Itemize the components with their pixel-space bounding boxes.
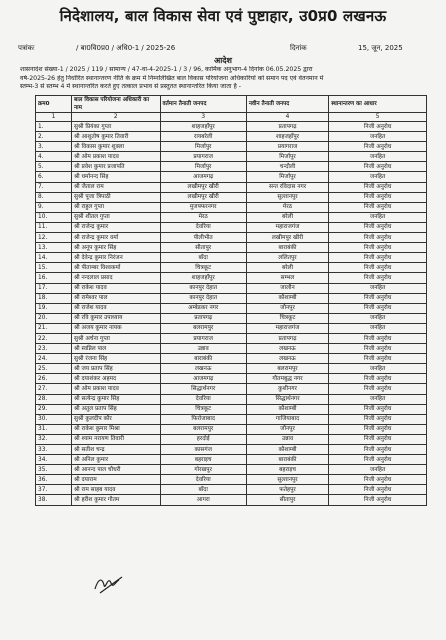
cell-officer-name: श्री राम साहब यादव bbox=[72, 485, 161, 495]
cell-officer-name: श्री विकास कुमार शुक्ला bbox=[72, 142, 161, 152]
cell-transfer-basis: निजी अनुरोध bbox=[329, 354, 427, 364]
cell-current-posting: मेरठ bbox=[160, 212, 246, 222]
cell-transfer-basis: निजी अनुरोध bbox=[329, 374, 427, 384]
cell-transfer-basis: निजी अनुरोध bbox=[329, 243, 427, 253]
cell-transfer-basis: निजी अनुरोध bbox=[329, 404, 427, 414]
cell-new-posting: ललितपुर bbox=[246, 253, 328, 263]
cell-serial: 17. bbox=[36, 283, 72, 293]
cell-serial: 31. bbox=[36, 424, 72, 434]
table-body bbox=[36, 122, 427, 506]
cell-transfer-basis: निजी अनुरोध bbox=[329, 445, 427, 455]
cell-serial: 33. bbox=[36, 445, 72, 455]
cell-current-posting: गोरखपुर bbox=[160, 465, 246, 475]
cell-transfer-basis: निजी अनुरोध bbox=[329, 384, 427, 394]
cell-serial: 2. bbox=[36, 132, 72, 142]
cell-new-posting: बरेली bbox=[246, 263, 328, 273]
table-row bbox=[36, 202, 427, 212]
cell-serial: 21. bbox=[36, 323, 72, 333]
cell-current-posting: मिर्जापुर bbox=[160, 142, 246, 152]
cell-serial: 19. bbox=[36, 303, 72, 313]
cell-transfer-basis: जनहित bbox=[329, 364, 427, 374]
cell-current-posting: देवरिया bbox=[160, 394, 246, 404]
cell-serial: 25. bbox=[36, 364, 72, 374]
cell-current-posting: बलरामपुर bbox=[160, 323, 246, 333]
cell-transfer-basis: निजी अनुरोध bbox=[329, 222, 427, 232]
column-number-row bbox=[36, 113, 427, 122]
table-row bbox=[36, 414, 427, 424]
table-row bbox=[36, 374, 427, 384]
cell-current-posting: चित्रकूट bbox=[160, 404, 246, 414]
cell-serial: 10. bbox=[36, 212, 72, 222]
column-number: 3 bbox=[160, 113, 246, 122]
cell-new-posting: मिर्जापुर bbox=[246, 152, 328, 162]
cell-serial: 6. bbox=[36, 172, 72, 182]
cell-transfer-basis: निजी अनुरोध bbox=[329, 475, 427, 485]
cell-transfer-basis: निजी अनुरोध bbox=[329, 293, 427, 303]
table-row bbox=[36, 344, 427, 354]
cell-serial: 9. bbox=[36, 202, 72, 212]
cell-transfer-basis: निजी अनुरोध bbox=[329, 122, 427, 132]
cell-new-posting: सीतापुर bbox=[246, 495, 328, 505]
cell-current-posting: प्रयागराज bbox=[160, 152, 246, 162]
intro-line: वर्ष-2025-26 हेतु निर्धारित स्थानान्तरण नीति के क्रम में निम्नलिखित बाल विकास परियोजना अधिकारियों को समान पद एवं वेतनमान में bbox=[20, 74, 324, 82]
cell-new-posting: मेरठ bbox=[246, 202, 328, 212]
cell-new-posting: कौशाम्बी bbox=[246, 404, 328, 414]
header-new-posting: नवीन तैनाती जनपद bbox=[246, 96, 328, 113]
cell-serial: 22. bbox=[36, 333, 72, 343]
cell-current-posting: बहराइच bbox=[160, 455, 246, 465]
cell-transfer-basis: जनहित bbox=[329, 152, 427, 162]
cell-officer-name: श्री दयाराम bbox=[72, 475, 161, 485]
cell-transfer-basis: जनहित bbox=[329, 212, 427, 222]
cell-new-posting: बाराबंकी bbox=[246, 455, 328, 465]
cell-officer-name: श्री नन्दलाल प्रसाद bbox=[72, 273, 161, 283]
table-row bbox=[36, 495, 427, 505]
cell-transfer-basis: निजी अनुरोध bbox=[329, 192, 427, 202]
cell-current-posting: बाँदा bbox=[160, 253, 246, 263]
header-current-posting: वर्तमान तैनाती जनपद bbox=[160, 96, 246, 113]
table-row bbox=[36, 142, 427, 152]
transfer-table bbox=[35, 95, 427, 506]
table-header-row bbox=[36, 96, 427, 113]
cell-transfer-basis: निजी अनुरोध bbox=[329, 344, 427, 354]
cell-current-posting: लखीमपुर खीरी bbox=[160, 192, 246, 202]
cell-serial: 4. bbox=[36, 152, 72, 162]
table-row bbox=[36, 323, 427, 333]
cell-new-posting: प्रयागराज bbox=[246, 142, 328, 152]
cell-officer-name: श्री जैताल राम bbox=[72, 182, 161, 192]
cell-new-posting: जौनपुर bbox=[246, 303, 328, 313]
cell-officer-name: श्री जय प्रताप सिंह bbox=[72, 364, 161, 374]
cell-officer-name: श्री पीताम्बर विश्वकर्मा bbox=[72, 263, 161, 273]
cell-current-posting: कासगंज bbox=[160, 445, 246, 455]
cell-serial: 35. bbox=[36, 465, 72, 475]
cell-serial: 1. bbox=[36, 122, 72, 132]
table-row bbox=[36, 434, 427, 444]
cell-serial: 15. bbox=[36, 263, 72, 273]
cell-new-posting: जौनपुर bbox=[246, 424, 328, 434]
cell-officer-name: श्री अजय कुमार नायक bbox=[72, 323, 161, 333]
cell-current-posting: मुजफ्फरनगर bbox=[160, 202, 246, 212]
cell-transfer-basis: निजी अनुरोध bbox=[329, 162, 427, 172]
table-row bbox=[36, 404, 427, 414]
cell-current-posting: लखनऊ bbox=[160, 364, 246, 374]
cell-transfer-basis: निजी अनुरोध bbox=[329, 202, 427, 212]
column-number: 5 bbox=[329, 113, 427, 122]
cell-transfer-basis: निजी अनुरोध bbox=[329, 485, 427, 495]
cell-new-posting: गौतमबुद्ध नगर bbox=[246, 374, 328, 384]
cell-transfer-basis: जनहित bbox=[329, 465, 427, 475]
cell-current-posting: चित्रकूट bbox=[160, 263, 246, 273]
intro-line: स्तम्भ-3 से स्तम्भ 4 में स्थानान्तरित करते हुए तत्काल प्रभाव से प्रस्तुतत स्थानान्तरित किया जाता है - bbox=[20, 83, 241, 91]
patrank-label: पत्रांकः bbox=[18, 44, 35, 52]
cell-current-posting: उन्नाव bbox=[160, 344, 246, 354]
cell-transfer-basis: निजी अनुरोध bbox=[329, 273, 427, 283]
cell-officer-name: श्री देवेन्द्र कुमार निरंजन bbox=[72, 253, 161, 263]
cell-officer-name: श्री अतुल प्रताप सिंह bbox=[72, 404, 161, 414]
cell-transfer-basis: जनहित bbox=[329, 313, 427, 323]
column-number: 4 bbox=[246, 113, 328, 122]
cell-new-posting: बरेली bbox=[246, 212, 328, 222]
cell-serial: 26. bbox=[36, 374, 72, 384]
table-row bbox=[36, 394, 427, 404]
cell-new-posting: कुशीनगर bbox=[246, 384, 328, 394]
table-row bbox=[36, 424, 427, 434]
table-row bbox=[36, 152, 427, 162]
cell-serial: 11. bbox=[36, 222, 72, 232]
cell-officer-name: सुश्री रंजना सिंह bbox=[72, 354, 161, 364]
cell-new-posting: मिर्जापुर bbox=[246, 172, 328, 182]
cell-new-posting: बहराइच bbox=[246, 465, 328, 475]
cell-transfer-basis: निजी अनुरोध bbox=[329, 414, 427, 424]
cell-officer-name: श्री आनन्द पाल चौधरी bbox=[72, 465, 161, 475]
cell-serial: 18. bbox=[36, 293, 72, 303]
cell-serial: 3. bbox=[36, 142, 72, 152]
cell-officer-name: सुश्री प्रियंका गुप्ता bbox=[72, 122, 161, 132]
cell-officer-name: श्री हरीश कुमार गौतम bbox=[72, 495, 161, 505]
cell-current-posting: शाहजहाँपुर bbox=[160, 273, 246, 283]
table-row bbox=[36, 273, 427, 283]
cell-current-posting: लखीमपुर खीरी bbox=[160, 182, 246, 192]
cell-current-posting: देवरिया bbox=[160, 475, 246, 485]
cell-current-posting: देवरिया bbox=[160, 222, 246, 232]
cell-new-posting: चित्रकूट bbox=[246, 313, 328, 323]
cell-serial: 38. bbox=[36, 495, 72, 505]
cell-serial: 7. bbox=[36, 182, 72, 192]
cell-transfer-basis: जनहित bbox=[329, 132, 427, 142]
cell-new-posting: सन्त रविदास नगर bbox=[246, 182, 328, 192]
cell-serial: 28. bbox=[36, 394, 72, 404]
cell-officer-name: श्री राजेन्द्र कुमार bbox=[72, 222, 161, 232]
cell-serial: 23. bbox=[36, 344, 72, 354]
header-officer-name: बाल विकास परियोजना अधिकारी का नाम bbox=[72, 96, 161, 113]
table-row bbox=[36, 212, 427, 222]
cell-new-posting: सम्भल bbox=[246, 273, 328, 283]
cell-officer-name: श्री ओम प्रकाश यादव bbox=[72, 384, 161, 394]
cell-transfer-basis: जनहित bbox=[329, 394, 427, 404]
cell-new-posting: लखनऊ bbox=[246, 354, 328, 364]
cell-officer-name: श्री सतीश चन्द्र bbox=[72, 445, 161, 455]
cell-serial: 16. bbox=[36, 273, 72, 283]
cell-current-posting: प्रतापगढ़ bbox=[160, 313, 246, 323]
dinank-label: दिनांक bbox=[290, 44, 307, 52]
table-row bbox=[36, 364, 427, 374]
column-number: 2 bbox=[72, 113, 161, 122]
cell-current-posting: आजमगढ़ bbox=[160, 172, 246, 182]
table-row bbox=[36, 243, 427, 253]
intro-line: शासनादेश संख्या-1 / 2025 / 119 / सामान्य / 47-वा-4-2025-1 / 3 / 96, कार्मिक अनुभाग-4 दिनांक 06.05.2025 द्वारा bbox=[20, 66, 313, 73]
cell-new-posting: प्रतापगढ़ bbox=[246, 122, 328, 132]
cell-officer-name: श्री धर्मानन्द सिंह bbox=[72, 172, 161, 182]
dinank-value: 15, जून, 2025 bbox=[358, 44, 403, 52]
cell-officer-name: सुश्री अर्चना गुप्ता bbox=[72, 333, 161, 343]
cell-serial: 27. bbox=[36, 384, 72, 394]
table-row bbox=[36, 445, 427, 455]
cell-transfer-basis: निजी अनुरोध bbox=[329, 424, 427, 434]
page-title: निदेशालय, बाल विकास सेवा एवं पुष्टाहार, उ0प्र0 लखनऊ bbox=[59, 7, 387, 25]
table-row bbox=[36, 172, 427, 182]
cell-transfer-basis: निजी अनुरोध bbox=[329, 495, 427, 505]
table-row bbox=[36, 455, 427, 465]
cell-transfer-basis: जनहित bbox=[329, 283, 427, 293]
cell-officer-name: श्री अनूप कुमार सिंह bbox=[72, 243, 161, 253]
cell-transfer-basis: जनहित bbox=[329, 323, 427, 333]
table-row bbox=[36, 465, 427, 475]
cell-transfer-basis: निजी अनुरोध bbox=[329, 182, 427, 192]
cell-new-posting: गाजियाबाद bbox=[246, 414, 328, 424]
cell-officer-name: सुश्री पूजा त्रिपाठी bbox=[72, 192, 161, 202]
cell-current-posting: सीतापुर bbox=[160, 243, 246, 253]
table-row bbox=[36, 475, 427, 485]
cell-serial: 30. bbox=[36, 414, 72, 424]
signature bbox=[92, 571, 126, 597]
cell-officer-name: श्री राजेश यादव bbox=[72, 303, 161, 313]
cell-serial: 34. bbox=[36, 455, 72, 465]
header-serial: क्रम0 bbox=[36, 96, 72, 113]
cell-current-posting: बाराबंकी bbox=[160, 354, 246, 364]
cell-new-posting: कौशाम्बी bbox=[246, 445, 328, 455]
cell-new-posting: बाराबंकी bbox=[246, 243, 328, 253]
cell-officer-name: श्री स्वप्निल पाल bbox=[72, 344, 161, 354]
cell-transfer-basis: जनहित bbox=[329, 172, 427, 182]
cell-serial: 5. bbox=[36, 162, 72, 172]
cell-officer-name: श्री ओम प्रकाश यादव bbox=[72, 152, 161, 162]
cell-officer-name: सुश्री शीतल गुप्ता bbox=[72, 212, 161, 222]
order-heading: आदेश bbox=[214, 56, 232, 65]
cell-transfer-basis: निजी अनुरोध bbox=[329, 233, 427, 243]
cell-new-posting: महाराजगंज bbox=[246, 323, 328, 333]
cell-current-posting: कानपुर देहात bbox=[160, 293, 246, 303]
cell-officer-name: श्री राकेश कुमार मिश्रा bbox=[72, 424, 161, 434]
cell-transfer-basis: निजी अनुरोध bbox=[329, 434, 427, 444]
table-row bbox=[36, 192, 427, 202]
header-transfer-basis: स्थानान्तरण का आधार bbox=[329, 96, 427, 113]
cell-new-posting: महाराजगंज bbox=[246, 222, 328, 232]
cell-new-posting: उन्नाव bbox=[246, 434, 328, 444]
table-row bbox=[36, 333, 427, 343]
table-row bbox=[36, 485, 427, 495]
cell-transfer-basis: निजी अनुरोध bbox=[329, 455, 427, 465]
column-number: 1 bbox=[36, 113, 72, 122]
cell-new-posting: लखनऊ bbox=[246, 344, 328, 354]
cell-new-posting: कौशाम्बी bbox=[246, 293, 328, 303]
cell-new-posting: सुल्तानपुर bbox=[246, 192, 328, 202]
cell-officer-name: श्री सत्येन्द्र कुमार सिंह bbox=[72, 394, 161, 404]
cell-officer-name: श्री अनिल कुमार bbox=[72, 455, 161, 465]
cell-serial: 24. bbox=[36, 354, 72, 364]
cell-new-posting: फतेहपुर bbox=[246, 485, 328, 495]
cell-current-posting: पीलीभीत bbox=[160, 233, 246, 243]
cell-officer-name: श्री दयाशंकर अहमद bbox=[72, 374, 161, 384]
patrank-value: / बा0वि0प्र0 / अधि0-1 / 2025-26 bbox=[76, 44, 176, 52]
cell-current-posting: फिरोजाबाद bbox=[160, 414, 246, 424]
table-row bbox=[36, 222, 427, 232]
cell-officer-name: श्री राहुल गुप्ता bbox=[72, 202, 161, 212]
cell-officer-name: श्री राकेश यादव bbox=[72, 283, 161, 293]
cell-transfer-basis: निजी अनुरोध bbox=[329, 303, 427, 313]
table-row bbox=[36, 263, 427, 273]
cell-new-posting: सिद्धार्थनगर bbox=[246, 394, 328, 404]
cell-current-posting: शाहजहाँपुर bbox=[160, 122, 246, 132]
cell-current-posting: बाँदा bbox=[160, 485, 246, 495]
cell-officer-name: सुश्री कुलदीप कौर bbox=[72, 414, 161, 424]
table-row bbox=[36, 122, 427, 132]
cell-serial: 8. bbox=[36, 192, 72, 202]
cell-new-posting: बलरामपुर bbox=[246, 364, 328, 374]
cell-current-posting: अम्बेडकर नगर bbox=[160, 303, 246, 313]
cell-officer-name: श्री श्याम नरायण तिवारी bbox=[72, 434, 161, 444]
cell-current-posting: आगरा bbox=[160, 495, 246, 505]
cell-current-posting: कानपुर देहात bbox=[160, 283, 246, 293]
cell-serial: 29. bbox=[36, 404, 72, 414]
table-row bbox=[36, 253, 427, 263]
cell-serial: 13. bbox=[36, 243, 72, 253]
table-row bbox=[36, 283, 427, 293]
table-row bbox=[36, 303, 427, 313]
cell-serial: 32. bbox=[36, 434, 72, 444]
table-row bbox=[36, 354, 427, 364]
cell-current-posting: रायबरेली bbox=[160, 132, 246, 142]
cell-transfer-basis: निजी अनुरोध bbox=[329, 263, 427, 273]
cell-serial: 20. bbox=[36, 313, 72, 323]
cell-serial: 36. bbox=[36, 475, 72, 485]
cell-current-posting: हरदोई bbox=[160, 434, 246, 444]
cell-officer-name: श्री प्रवेश कुमार प्रजापति bbox=[72, 162, 161, 172]
cell-new-posting: सुल्तानपुर bbox=[246, 475, 328, 485]
cell-new-posting: प्रतापगढ़ bbox=[246, 333, 328, 343]
table-row bbox=[36, 132, 427, 142]
cell-serial: 14. bbox=[36, 253, 72, 263]
cell-current-posting: आजमगढ़ bbox=[160, 374, 246, 384]
table-row bbox=[36, 182, 427, 192]
cell-transfer-basis: निजी अनुरोध bbox=[329, 142, 427, 152]
cell-serial: 12. bbox=[36, 233, 72, 243]
cell-new-posting: शाहजहाँपुर bbox=[246, 132, 328, 142]
cell-current-posting: बलरामपुर bbox=[160, 424, 246, 434]
table-row bbox=[36, 384, 427, 394]
cell-new-posting: लखीमपुर खीरी bbox=[246, 233, 328, 243]
table-row bbox=[36, 313, 427, 323]
cell-new-posting: चन्दौली bbox=[246, 162, 328, 172]
table-row bbox=[36, 293, 427, 303]
table-row bbox=[36, 233, 427, 243]
cell-transfer-basis: निजी अनुरोध bbox=[329, 333, 427, 343]
cell-officer-name: श्री आशुतोष कुमार तिवारी bbox=[72, 132, 161, 142]
cell-officer-name: श्री रवि कुमार उपाध्याय bbox=[72, 313, 161, 323]
table-row bbox=[36, 162, 427, 172]
cell-current-posting: सिद्धार्थनगर bbox=[160, 384, 246, 394]
cell-officer-name: श्री राजेन्द्र कुमार वर्मा bbox=[72, 233, 161, 243]
cell-transfer-basis: निजी अनुरोध bbox=[329, 253, 427, 263]
cell-officer-name: श्री रामेश्वर पाल bbox=[72, 293, 161, 303]
cell-current-posting: प्रयागराज bbox=[160, 333, 246, 343]
intro-paragraph bbox=[20, 66, 432, 92]
cell-new-posting: जालौन bbox=[246, 283, 328, 293]
cell-current-posting: मिर्जापुर bbox=[160, 162, 246, 172]
cell-serial: 37. bbox=[36, 485, 72, 495]
